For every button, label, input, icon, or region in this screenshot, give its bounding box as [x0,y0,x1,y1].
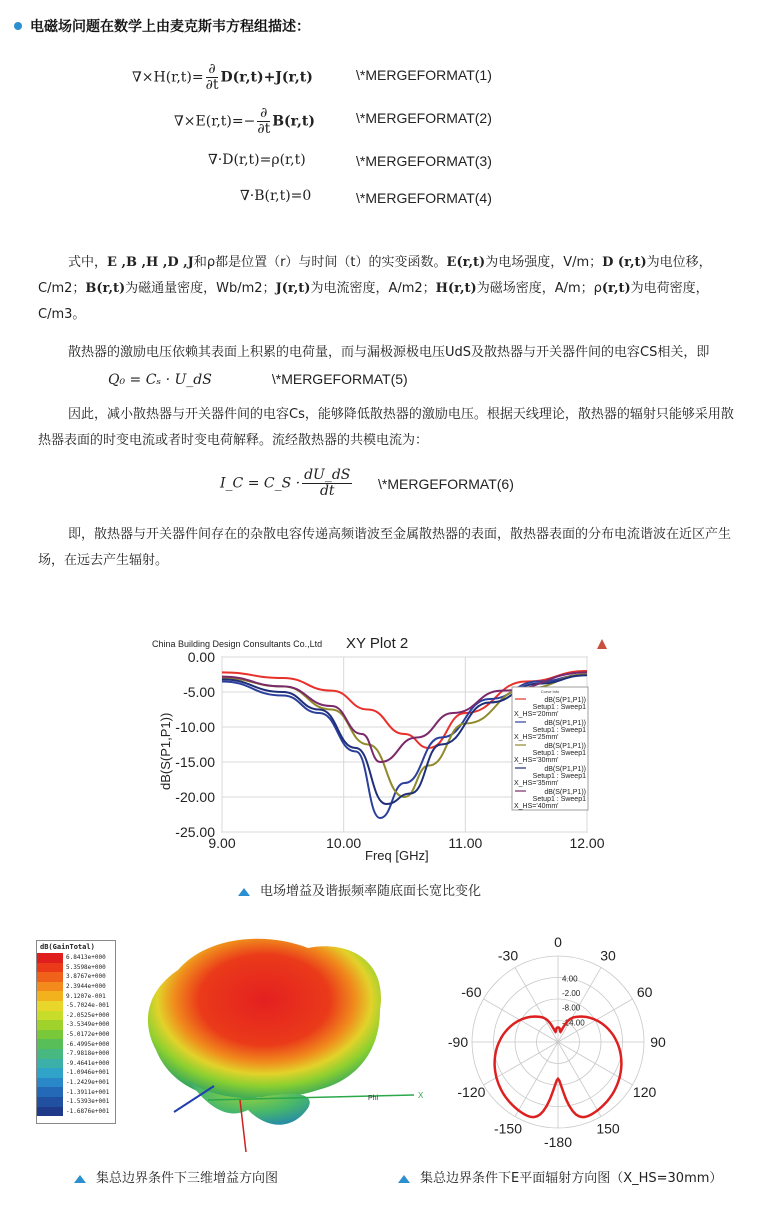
gain-legend-value: -5.0172e+000 [66,1031,110,1039]
polar-radial-label: -2.00 [562,989,581,999]
heading-bullet [14,22,22,30]
triangle-icon [238,888,250,896]
gain-legend-swatch [37,1030,63,1040]
legend-series-setup: Setup1 : Sweep1 [532,796,586,803]
equation-4: ∇·B(r,t)=0 [240,188,312,204]
gain-legend-swatch [37,972,63,982]
gain-legend-value: -7.9818e+000 [66,1050,110,1058]
polar-radiation-pattern [438,930,678,1155]
gain-legend-row [37,991,115,1001]
legend-series-param: X_HS='40mm' [514,803,559,810]
chart-logo-icon [597,639,607,649]
legend-series-name: dB(S(P1,P1)) [544,743,586,750]
polar-angle-label: -150 [493,1120,523,1137]
gain-3d-pattern [118,930,430,1152]
caption-3d-gain: 集总边界条件下三维增益方向图 [74,1167,278,1186]
gain-legend-row [37,1068,115,1078]
xy-plot-chart [150,625,620,870]
section-heading: 电磁场问题在数学上由麦克斯韦方程组描述： [30,19,310,35]
gain-legend-row [37,1030,115,1040]
gain-legend [36,940,116,1124]
gain-legend-value: -1.2429e+001 [66,1079,110,1087]
polar-radial-label: -8.00 [562,1003,581,1013]
equation-2-tag: \*MERGEFORMAT(2) [356,110,492,126]
gain-legend-title: dB(GainTotal) [40,943,95,951]
gain-legend-swatch [37,963,63,973]
equation-5: Q₀ = Cₛ · U_dS [108,372,212,388]
polar-angle-label: 120 [632,1084,657,1100]
gain-legend-swatch [37,1059,63,1069]
gain-legend-value: -9.4641e+000 [66,1059,110,1067]
gain-legend-row [37,1039,115,1049]
equation-2: ∇×E(r,t)=− $\frac{\partial}{\partial t}$ B(r,t) [174,105,315,137]
gain-legend-value: 2.3944e+000 [66,983,106,991]
triangle-icon [398,1175,410,1183]
y-tick-label: -20.00 [175,789,215,805]
polar-angle-label: 150 [596,1120,620,1137]
x-tick-label: 12.00 [569,835,605,851]
gain-legend-value: -5.7024e-001 [66,1002,110,1010]
x-tick-label: 10.00 [326,835,362,851]
polar-angle-label: 30 [600,947,616,964]
y-tick-label: -10.00 [175,719,215,735]
equation-6: I_C = C_S · $\frac{dU\_dS}{dt}$ [220,467,351,499]
polar-angle-label: -60 [461,984,482,1000]
polar-spoke [558,1042,601,1116]
polar-angle-label: -120 [457,1084,486,1100]
legend-series-name: dB(S(P1,P1)) [544,720,586,727]
gain-legend-row [37,1097,115,1107]
paragraph-excitation: 散热器的激励电压依赖其表面上积累的电荷量，而与漏极源极电压UdS及散热器与开关器件间的电容CS相关，即Q₀ = Cₛ · U_dS \*MERGEFORMAT(5) [68,345,710,388]
gain-lobe-main [148,939,381,1100]
gain-legend-swatch [37,1001,63,1011]
gain-legend-swatch [37,953,63,963]
chart-ylabel: dB(S(P1,P1)) [158,712,173,790]
gain-legend-value: -1.3911e+001 [66,1088,110,1096]
gain-legend-value: 5.3598e+000 [66,963,106,971]
gain-legend-swatch [37,1087,63,1097]
gain-legend-row [37,1087,115,1097]
legend-title: Curve Info [540,689,560,694]
polar-angle-label: 90 [650,1034,666,1050]
polar-spoke [515,1042,558,1116]
y-tick-label: -25.00 [175,824,215,840]
gain-legend-swatch [37,1097,63,1107]
gain-legend-row [37,1001,115,1011]
equation-3: ∇·D(r,t)=ρ(r,t) [208,152,306,168]
polar-spoke [515,968,558,1042]
gain-legend-value: 3.8767e+000 [66,973,106,981]
paragraph-conclusion: 即，散热器与开关器件间存在的杂散电容传递高频谐波至金属散热器的表面，散热器表面的分布电流谐波在近区产生场，在远去产生辐射。 [38,527,732,568]
gain-legend-row [37,972,115,982]
x-tick-label: 9.00 [208,835,236,851]
y-tick-label: -15.00 [175,754,215,770]
gain-legend-swatch [37,1011,63,1021]
gain-legend-swatch [37,1020,63,1030]
legend-series-name: dB(S(P1,P1)) [544,766,586,773]
caption-xy-plot: 电场增益及谐振频率随底面长宽比变化 [238,880,481,899]
equation-1: ∇×H(r,t)= $\frac{\partial}{\partial t}$ D(r,t)+J(r,t) [132,61,313,93]
gain-legend-value: -2.0525e+000 [66,1011,110,1019]
gain-legend-swatch [37,991,63,1001]
gain-legend-value: -1.5393e+001 [66,1098,110,1106]
axis-x-label: X [418,1091,424,1100]
gain-legend-row [37,1049,115,1059]
chart-legend [512,687,588,810]
legend-series-setup: Setup1 : Sweep1 [532,727,586,734]
axis-phi-label: Phi [368,1095,379,1102]
gain-legend-row [37,953,115,963]
y-tick-label: 0.00 [187,649,215,665]
gain-legend-swatch [37,1078,63,1088]
legend-series-param: X_HS='25mm' [514,734,559,741]
legend-series-param: X_HS='35mm' [514,780,559,787]
gain-legend-value: -3.5349e+000 [66,1021,110,1029]
legend-series-param: X_HS='30mm' [514,757,559,764]
equation-3-tag: \*MERGEFORMAT(3) [356,153,492,169]
polar-angle-label: 0 [554,934,562,950]
equation-6-tag: \*MERGEFORMAT(6) [378,476,514,492]
polar-angle-label: -30 [497,947,519,964]
legend-series-setup: Setup1 : Sweep1 [532,750,586,757]
chart-company: China Building Design Consultants Co.,Ltd [152,639,323,649]
equation-5-tag: \*MERGEFORMAT(5) [271,371,408,387]
gain-legend-swatch [37,982,63,992]
triangle-icon [74,1175,86,1183]
caption-e-plane: 集总边界条件下E平面辐射方向图（X_HS=30mm） [398,1167,722,1186]
gain-legend-value: -1.0946e+001 [66,1069,110,1077]
chart-xlabel: Freq [GHz] [365,848,429,863]
gain-legend-swatch [37,1107,63,1117]
legend-series-name: dB(S(P1,P1)) [544,789,586,796]
gain-legend-swatch [37,1049,63,1059]
gain-legend-row [37,982,115,992]
gain-legend-swatch [37,1068,63,1078]
paragraph-definitions: 式中，E ,B ,H ,D ,J和ρ都是位置（r）与时间（t）的实变函数。E(r,t)为电场强度，V/m；D (r,t)为电位移，C/m2；B(r,t)为磁通量密度，Wb/m2；J(r,t)为电流密度，A/m2；H(r,t)为磁场密度，A/m；ρ(r,t)为电荷密度，C/m3。 [38,255,712,322]
polar-radial-label: 4.00 [562,974,578,984]
gain-legend-row [37,1059,115,1069]
polar-angle-label: 60 [636,984,653,1000]
polar-radial-label: -14.00 [562,1018,585,1028]
polar-angle-label: -90 [447,1034,469,1050]
legend-series-setup: Setup1 : Sweep1 [532,773,586,780]
gain-legend-value: -6.4995e+000 [66,1040,110,1048]
legend-series-setup: Setup1 : Sweep1 [532,704,586,711]
legend-series-name: dB(S(P1,P1)) [544,697,586,704]
gain-legend-swatch [37,1039,63,1049]
legend-series-param: X_HS='20mm' [514,711,559,718]
gain-legend-row [37,1011,115,1021]
equation-4-tag: \*MERGEFORMAT(4) [356,190,492,206]
y-tick-label: -5.00 [183,684,215,700]
paragraph-antenna-theory: 因此，减小散热器与开关器件间的电容Cs，能够降低散热器的激励电压。根据天线理论，散热器的辐射只能够采用散热器表面的时变电流或者时变电荷解释。流经散热器的共模电流为： [38,407,734,448]
gain-legend-row [37,1078,115,1088]
gain-legend-value: -1.6876e+001 [66,1107,110,1115]
gain-legend-value: 9.1207e-001 [66,992,106,1000]
gain-legend-value: 6.8413e+000 [66,954,106,962]
gain-legend-row [37,1020,115,1030]
gain-legend-row [37,963,115,973]
x-tick-label: 11.00 [448,835,483,851]
equation-1-tag: \*MERGEFORMAT(1) [356,67,492,83]
gain-legend-row [37,1107,115,1117]
polar-angle-label: -180 [543,1134,573,1150]
chart-title: XY Plot 2 [346,635,409,652]
